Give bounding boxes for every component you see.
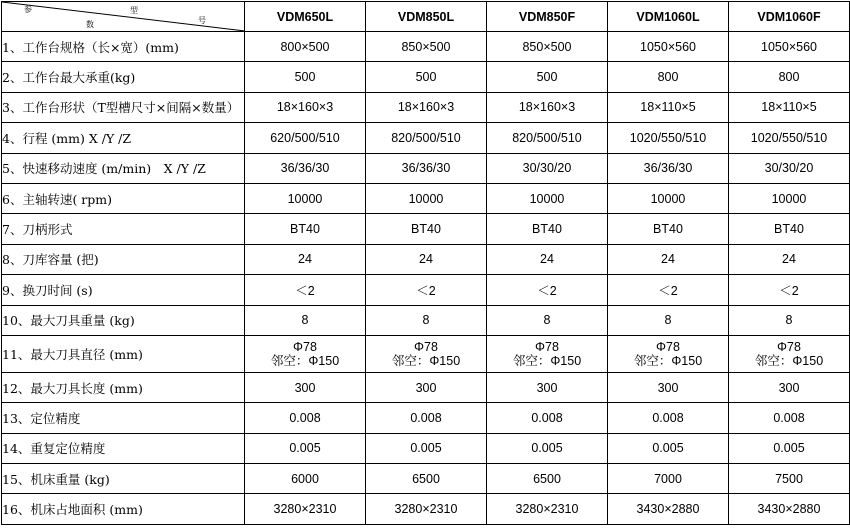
model-header: VDM650L (245, 2, 366, 32)
spec-value-line: Φ78 (293, 339, 317, 354)
spec-value: 24 (729, 244, 850, 274)
spec-label: 4、行程 (mm) X /Y /Z (2, 123, 245, 153)
corner-text-can: 参 (24, 5, 32, 14)
spec-value: ＜2 (608, 275, 729, 305)
spec-row (2, 214, 850, 244)
spec-value: 500 (487, 62, 608, 92)
spec-value: 8 (608, 305, 729, 335)
spec-value: 10000 (729, 183, 850, 213)
spec-value: 18×110×5 (608, 92, 729, 122)
spec-value: 36/36/30 (245, 153, 366, 183)
spec-value: 1020/550/510 (729, 123, 850, 153)
spec-value (245, 335, 366, 372)
spec-value-line: 邻空：Φ150 (270, 353, 340, 368)
spec-value: 1050×560 (608, 32, 729, 62)
spec-label: 15、机床重量 (kg) (2, 464, 245, 494)
spec-row (2, 335, 850, 372)
spec-value: 8 (487, 305, 608, 335)
spec-row (2, 372, 850, 402)
spec-value: ＜2 (245, 275, 366, 305)
spec-value-line: 邻空：Φ150 (512, 353, 582, 368)
spec-value: 30/30/20 (729, 153, 850, 183)
spec-value: 8 (366, 305, 487, 335)
spec-value: 800×500 (245, 32, 366, 62)
corner-text-hao: 号 (198, 16, 206, 25)
spec-label: 13、定位精度 (2, 403, 245, 433)
spec-value: 3280×2310 (245, 494, 366, 524)
spec-value: 800 (608, 62, 729, 92)
spec-row (2, 305, 850, 335)
model-header: VDM850F (487, 2, 608, 32)
spec-label: 5、快速移动速度 (m/min) X /Y /Z (2, 153, 245, 183)
spec-value: 3280×2310 (487, 494, 608, 524)
spec-label: 1、工作台规格（长×宽）(mm) (2, 32, 245, 62)
spec-table-body (2, 2, 850, 525)
spec-value: 24 (366, 244, 487, 274)
spec-value: 1020/550/510 (608, 123, 729, 153)
spec-label: 2、工作台最大承重(kg) (2, 62, 245, 92)
spec-value: 0.005 (729, 433, 850, 463)
spec-value: BT40 (487, 214, 608, 244)
spec-value: 10000 (366, 183, 487, 213)
spec-value: 18×160×3 (487, 92, 608, 122)
spec-row (2, 464, 850, 494)
spec-value: 0.008 (245, 403, 366, 433)
spec-value: 500 (366, 62, 487, 92)
spec-value: 300 (729, 372, 850, 402)
corner-diagonal (2, 2, 245, 31)
spec-value: 7000 (608, 464, 729, 494)
spec-value: 8 (729, 305, 850, 335)
spec-value: BT40 (366, 214, 487, 244)
spec-value: 18×110×5 (729, 92, 850, 122)
spec-value: BT40 (245, 214, 366, 244)
spec-row (2, 62, 850, 92)
spec-row (2, 123, 850, 153)
spec-value: 18×160×3 (245, 92, 366, 122)
spec-value: 0.005 (366, 433, 487, 463)
spec-value: 36/36/30 (366, 153, 487, 183)
spec-value: 850×500 (366, 32, 487, 62)
spec-row (2, 403, 850, 433)
spec-value: 300 (487, 372, 608, 402)
spec-row (2, 433, 850, 463)
spec-label: 9、换刀时间 (s) (2, 275, 245, 305)
spec-value-line: Φ78 (535, 339, 559, 354)
spec-value: 24 (487, 244, 608, 274)
spec-value: 820/500/510 (487, 123, 608, 153)
spec-value: 7500 (729, 464, 850, 494)
spec-value: 1050×560 (729, 32, 850, 62)
spec-label: 16、机床占地面积 (mm) (2, 494, 245, 524)
spec-label: 6、主轴转速( rpm) (2, 183, 245, 213)
spec-value: 500 (245, 62, 366, 92)
spec-value: 6500 (487, 464, 608, 494)
spec-value (608, 335, 729, 372)
spec-value: 3430×2880 (608, 494, 729, 524)
corner-cell (2, 2, 245, 32)
spec-label: 12、最大刀具长度 (mm) (2, 372, 245, 402)
spec-value-line: Φ78 (414, 339, 438, 354)
spec-value: 24 (245, 244, 366, 274)
spec-value (366, 335, 487, 372)
spec-row (2, 183, 850, 213)
spec-value: 300 (608, 372, 729, 402)
corner-text-xing: 型 (130, 6, 138, 15)
model-header: VDM1060F (729, 2, 850, 32)
spec-value: 0.005 (487, 433, 608, 463)
spec-value-line: 邻空：Φ150 (754, 353, 824, 368)
spec-label: 11、最大刀具直径 (mm) (2, 335, 245, 372)
spec-value: 0.008 (366, 403, 487, 433)
spec-value: 24 (608, 244, 729, 274)
model-header: VDM850L (366, 2, 487, 32)
spec-value-line: 邻空：Φ150 (633, 353, 703, 368)
spec-value: 3280×2310 (366, 494, 487, 524)
spec-value: 0.008 (487, 403, 608, 433)
spec-value: ＜2 (366, 275, 487, 305)
spec-value: 800 (729, 62, 850, 92)
spec-value: 8 (245, 305, 366, 335)
spec-value: 10000 (487, 183, 608, 213)
spec-row (2, 92, 850, 122)
spec-value (487, 335, 608, 372)
spec-label: 14、重复定位精度 (2, 433, 245, 463)
spec-value: 300 (366, 372, 487, 402)
spec-label: 3、工作台形状（T型槽尺寸×间隔×数量） (2, 92, 245, 122)
spec-label: 8、刀库容量 (把) (2, 244, 245, 274)
spec-value: 3430×2880 (729, 494, 850, 524)
spec-value: 0.005 (608, 433, 729, 463)
spec-value: 6000 (245, 464, 366, 494)
spec-value-line: Φ78 (777, 339, 801, 354)
spec-value: 820/500/510 (366, 123, 487, 153)
spec-value: 10000 (245, 183, 366, 213)
spec-value: 850×500 (487, 32, 608, 62)
spec-value: BT40 (729, 214, 850, 244)
spec-value-line: 邻空：Φ150 (391, 353, 461, 368)
spec-value: ＜2 (487, 275, 608, 305)
spec-row (2, 32, 850, 62)
spec-value: 0.008 (608, 403, 729, 433)
header-row (2, 2, 850, 32)
model-header: VDM1060L (608, 2, 729, 32)
spec-row (2, 244, 850, 274)
spec-row (2, 494, 850, 524)
spec-value: BT40 (608, 214, 729, 244)
spec-value: 30/30/20 (487, 153, 608, 183)
spec-value-line: Φ78 (656, 339, 680, 354)
spec-value: 0.008 (729, 403, 850, 433)
spec-table (1, 1, 850, 525)
corner-text-shu: 数 (86, 20, 94, 29)
spec-value: 36/36/30 (608, 153, 729, 183)
spec-value: 0.005 (245, 433, 366, 463)
spec-value: 6500 (366, 464, 487, 494)
spec-value: 300 (245, 372, 366, 402)
spec-row (2, 153, 850, 183)
spec-value: 10000 (608, 183, 729, 213)
spec-label: 10、最大刀具重量 (kg) (2, 305, 245, 335)
spec-value: ＜2 (729, 275, 850, 305)
spec-value: 620/500/510 (245, 123, 366, 153)
spec-label: 7、刀柄形式 (2, 214, 245, 244)
spec-row (2, 275, 850, 305)
spec-value (729, 335, 850, 372)
spec-value: 18×160×3 (366, 92, 487, 122)
